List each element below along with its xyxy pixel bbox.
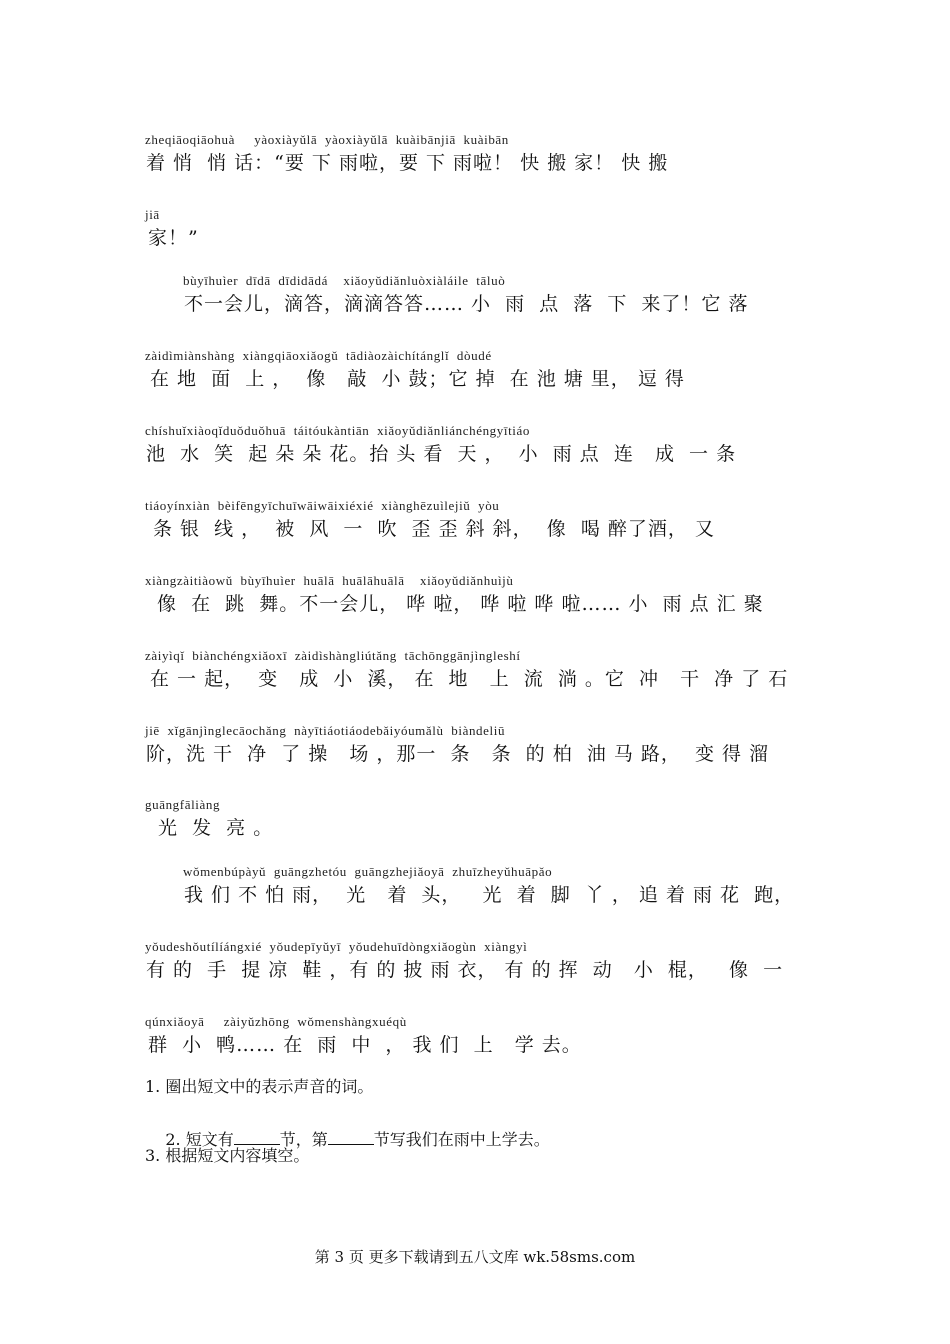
pinyin-row: tiáoyínxiàn bèifēngyīchuīwāiwāixiéxié xiànghēzuìlejiǔ yòu xyxy=(145,498,500,513)
hanzi-row: 阶，洗 干 净 了 操 场 ，那一 条 条 的 柏 油 马 路， 变 得 溜 xyxy=(146,743,770,765)
hanzi-row: 有 的 手 提 凉 鞋 ，有 的 披 雨 衣， 有 的 挥 动 小 棍， 像 一 xyxy=(146,959,784,981)
hanzi-row: 家！” xyxy=(148,227,199,249)
page-footer: 第 3 页 更多下载请到五八文库 wk.58sms.com xyxy=(314,1248,636,1266)
question-1: 1. 圈出短文中的表示声音的词。 xyxy=(145,1077,374,1096)
hanzi-row: 在 一 起， 变 成 小 溪， 在 地 上 流 淌 。它 冲 干 净 了 石 xyxy=(150,668,789,690)
pinyin-row: zàiyìqǐ biànchéngxiǎoxī zàidìshàngliútǎng tāchōnggānjìngleshí xyxy=(145,648,521,663)
pinyin-row: guāngfāliàng xyxy=(145,797,221,812)
pinyin-row: qúnxiǎoyā zàiyǔzhōng wǒmenshàngxuéqù xyxy=(145,1014,407,1029)
hanzi-row: 我 们 不 怕 雨， 光 着 头， 光 着 脚 丫 ， 追 着 雨 花 跑， xyxy=(184,884,795,906)
pinyin-row: xiàngzàitiàowǔ bùyīhuìer huālā huālāhuālā xiǎoyǔdiǎnhuìjù xyxy=(145,573,514,588)
hanzi-row: 池 水 笑 起 朵 朵 花。抬 头 看 天 ， 小 雨 点 连 成 一 条 xyxy=(146,443,737,465)
pinyin-row: yǒudeshǒutílíángxié yǒudepīyǔyī yǒudehuīdòngxiǎogùn xiàngyì xyxy=(145,939,528,954)
pinyin-row: wǒmenbúpàyǔ guāngzhetóu guāngzhejiǎoyā zhuīzheyǔhuāpǎo xyxy=(183,864,553,879)
pinyin-row: zheqiāoqiāohuà yàoxiàyǔlā yàoxiàyǔlā kuàibānjiā kuàibān xyxy=(145,132,509,147)
hanzi-row: 群 小 鸭…… 在 雨 中 ， 我 们 上 学 去。 xyxy=(148,1034,582,1056)
pinyin-row: jiā xyxy=(145,207,160,222)
question-2-text-a: 2. 短文有 xyxy=(165,1130,234,1149)
question-2-text-c: 节写我们在雨中上学去。 xyxy=(373,1130,550,1149)
pinyin-row: jiē xǐgānjìnglecāochǎng nàyītiáotiáodebǎiyóumǎlù biàndeliū xyxy=(145,723,506,738)
hanzi-row: 像 在 跳 舞。不一会儿， 哗 啦， 哗 啦 哗 啦…… 小 雨 点 汇 聚 xyxy=(157,593,764,615)
pinyin-row: zàidìmiànshàng xiàngqiāoxiǎogǔ tādiàozàichítánglǐ dòudé xyxy=(145,348,492,363)
answer-blank-section-number[interactable] xyxy=(328,1130,374,1145)
pinyin-row: chíshuǐxiàoqǐduǒduǒhuā táitóukàntiān xiǎoyǔdiǎnliánchéngyītiáo xyxy=(145,423,530,438)
hanzi-row: 在 地 面 上 ， 像 敲 小 鼓；它 掉 在 池 塘 里， 逗 得 xyxy=(150,368,685,390)
question-2-text-b: 节，第 xyxy=(279,1130,328,1149)
hanzi-row: 光 发 亮 。 xyxy=(158,817,274,839)
hanzi-row: 不一会儿，滴答，滴滴答答…… 小 雨 点 落 下 来了！它 落 xyxy=(184,293,749,315)
question-3: 3. 根据短文内容填空。 xyxy=(145,1146,310,1165)
hanzi-row: 着 悄 悄 话：“要 下 雨啦，要 下 雨啦！ 快 搬 家！ 快 搬 xyxy=(146,152,669,174)
hanzi-row: 条 银 线 ， 被 风 一 吹 歪 歪 斜 斜， 像 喝 醉了酒， 又 xyxy=(153,518,715,540)
pinyin-row: bùyīhuìer dīdā dīdidādá xiǎoyǔdiǎnluòxiàláile tāluò xyxy=(183,273,506,288)
